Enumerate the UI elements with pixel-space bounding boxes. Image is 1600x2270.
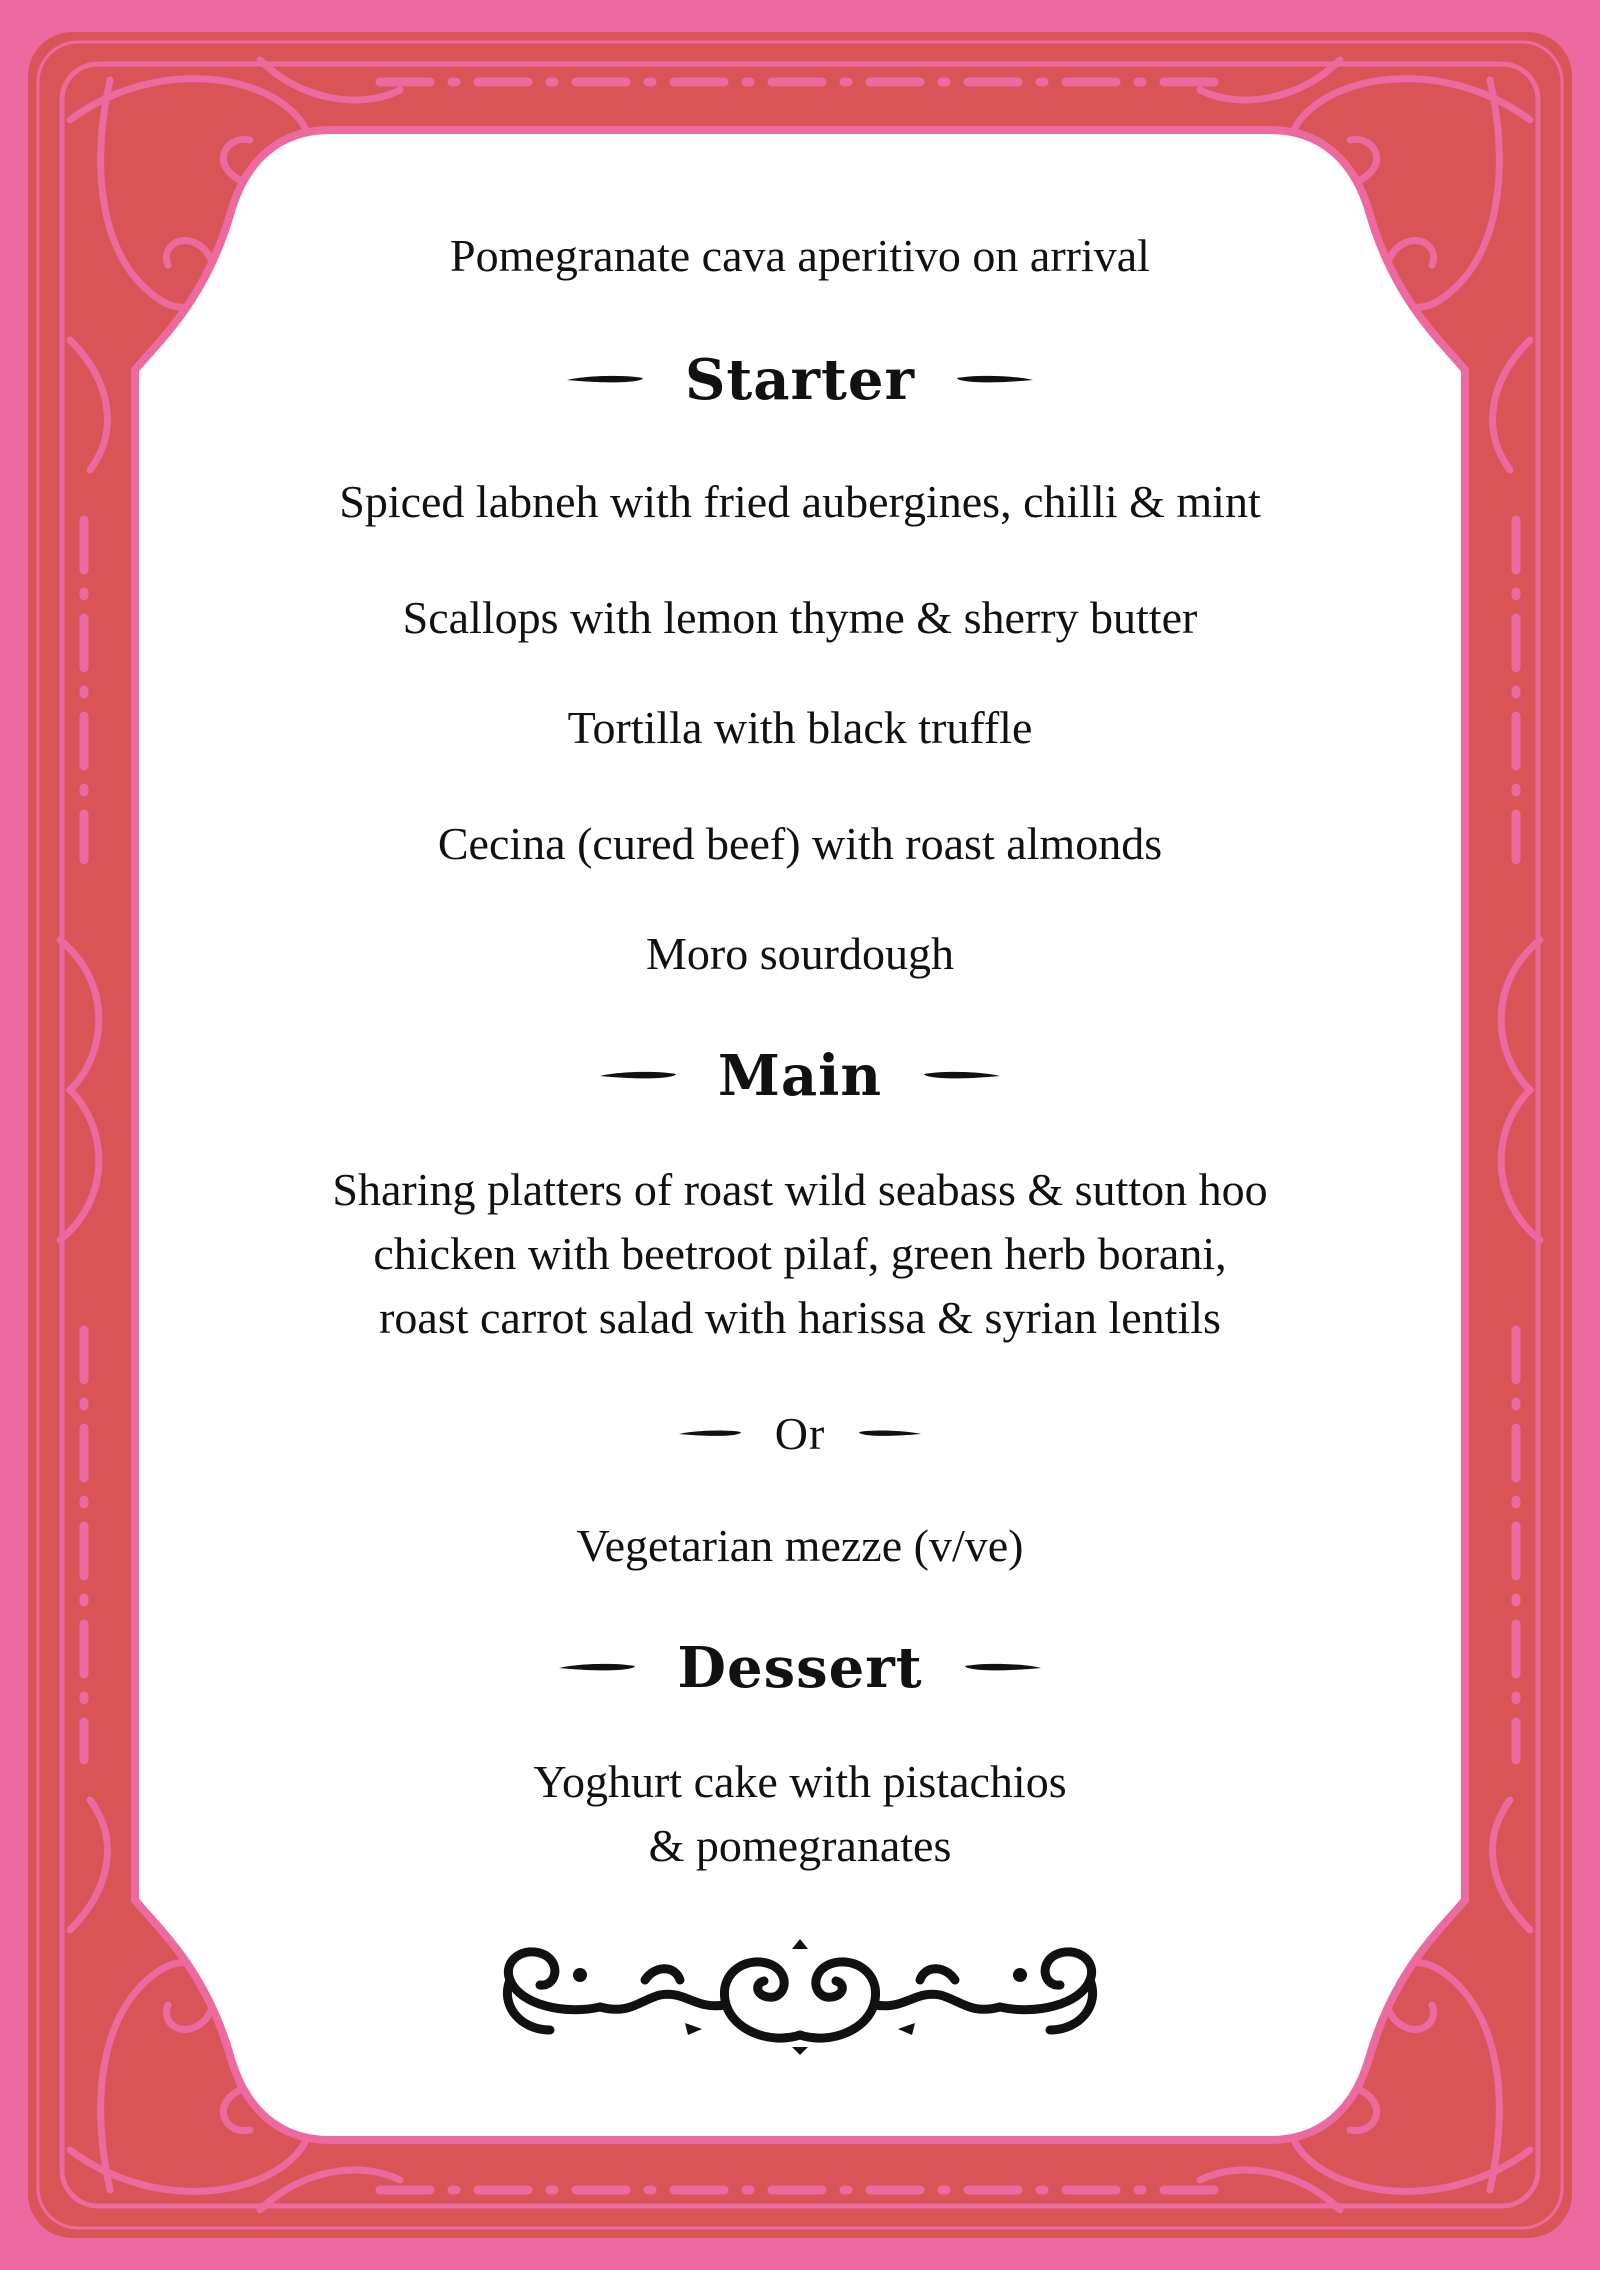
tapered-dash-icon [965, 1660, 1041, 1676]
main-description-line: Sharing platters of roast wild seabass & sutton hoo [332, 1164, 1268, 1215]
main-description-line: chicken with beetroot pilaf, green herb borani, [373, 1228, 1227, 1279]
tapered-dash-icon [957, 372, 1033, 388]
tapered-dash-icon [567, 372, 643, 388]
starter-item: Cecina (cured beef) with roast almonds [437, 818, 1163, 869]
vegetarian-option: Vegetarian mezze (v/ve) [576, 1520, 1024, 1571]
tapered-dash-icon [559, 1660, 635, 1676]
tapered-dash-icon [679, 1428, 741, 1440]
tapered-dash-icon [859, 1428, 921, 1440]
main-description [150, 1158, 1450, 1350]
tapered-dash-icon [600, 1068, 676, 1084]
main-description-line: roast carrot salad with harissa & syrian lentils [379, 1292, 1221, 1343]
aperitivo-text: Pomegranate cava aperitivo on arrival [450, 230, 1150, 281]
tapered-dash-icon [924, 1068, 1000, 1084]
starter-item: Spiced labneh with fried aubergines, chilli & mint [339, 476, 1261, 527]
starter-item: Tortilla with black truffle [567, 702, 1033, 753]
main-heading [300, 1036, 1300, 1116]
main-heading-label: Main [717, 1043, 883, 1109]
starter-item: Moro sourdough [646, 928, 954, 979]
dessert-heading [300, 1628, 1300, 1708]
dessert-description-line: Yoghurt cake with pistachios [533, 1756, 1067, 1807]
starter-item: Scallops with lemon thyme & sherry butter [402, 592, 1198, 643]
dessert-description [150, 1750, 1450, 1878]
or-separator [300, 1394, 1300, 1474]
dessert-heading-label: Dessert [677, 1635, 923, 1701]
scroll-flourish-icon [480, 1935, 1120, 2055]
starter-heading-label: Starter [684, 347, 916, 413]
or-separator-label: Or [774, 1408, 826, 1459]
starter-heading [300, 340, 1300, 420]
dessert-description-line: & pomegranates [648, 1820, 952, 1871]
